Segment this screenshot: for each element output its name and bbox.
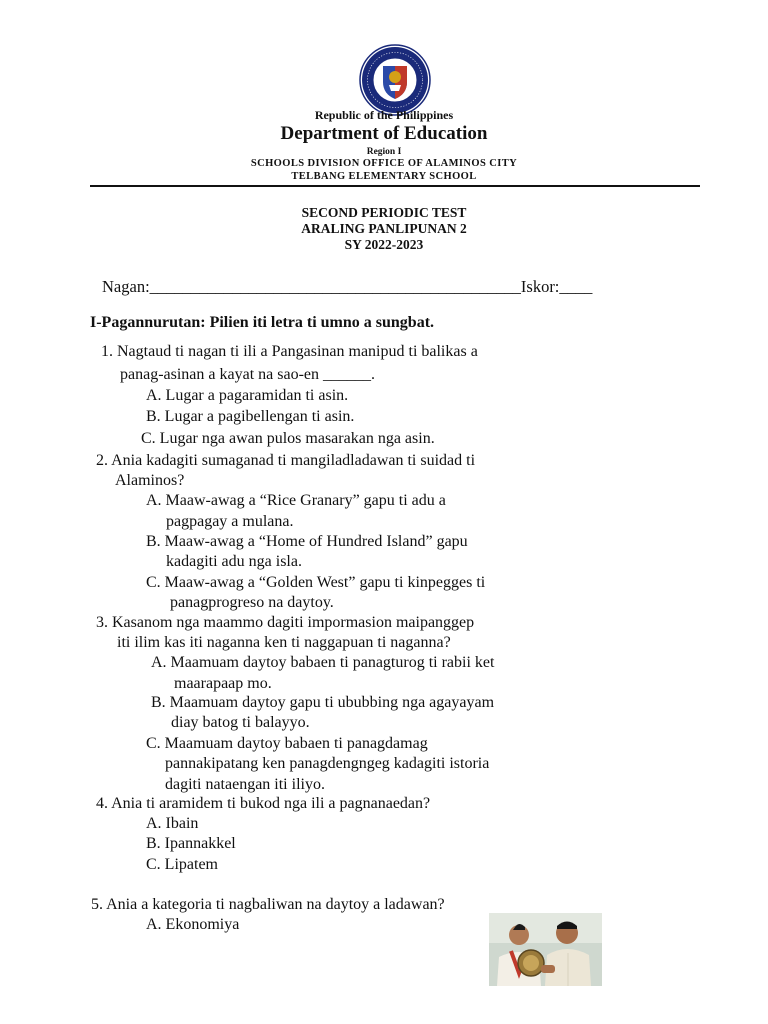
test-title-line1: SECOND PERIODIC TEST [301,205,467,220]
question-1-choice-c[interactable]: C. Lugar nga awan pulos masarakan nga asin. [141,430,435,447]
question-3-line-2: iti ilim kas iti naganna ken ti naggapuan ti naganna? [117,634,451,651]
question-3-choice-b[interactable]: B. Maamuam daytoy gapu ti ububbing nga agayayam [151,694,495,711]
region-heading: Region I [366,147,402,157]
question-1-choice-b[interactable]: B. Lugar a pagibellengan ti asin. [146,408,355,425]
deped-seal-icon [359,44,431,116]
question-4-choice-c[interactable]: C. Lipatem [146,856,218,873]
instructions: I-Pagannurutan: Pilien iti letra ti umno a sungbat. [90,314,435,331]
question-2-choice-c-cont: panagprogreso na daytoy. [170,594,334,611]
question-4-choice-a[interactable]: A. Ibain [146,815,199,832]
question-2-choice-b[interactable]: B. Maaw-awag a “Home of Hundred Island” gapu [146,533,468,550]
question-3-choice-a[interactable]: A. Maamuam daytoy babaen ti panagturog ti rabii ket [151,654,495,671]
question-1-line-1: 1. Nagtaud ti nagan ti ili a Pangasinan manipud ti balikas a [101,343,478,360]
republic-heading: Republic of the Philippines [314,108,454,122]
question-5-choice-a[interactable]: A. Ekonomiya [146,916,240,933]
division-heading: SCHOOLS DIVISION OFFICE OF ALAMINOS CITY [250,158,518,169]
question-1-line-2: panag-asinan a kayat na sao-en ______. [120,366,376,383]
question-2-choice-c[interactable]: C. Maaw-awag a “Golden West” gapu ti kinpegges ti [146,574,486,591]
question-2-choice-a[interactable]: A. Maaw-awag a “Rice Granary” gapu ti adu a [146,492,446,509]
question-1-choice-a[interactable]: A. Lugar a pagaramidan ti asin. [146,387,349,404]
test-title-line2: ARALING PANLIPUNAN 2 [301,221,467,236]
question-3-choice-a-cont: maarapaap mo. [174,675,272,692]
question-3-choice-c-cont-1: pannakipatang ken panagdengngeg kadagiti istoria [165,755,490,772]
question-3-choice-c-cont-2: dagiti nataengan iti iliyo. [165,776,325,793]
question-3-choice-c[interactable]: C. Maamuam daytoy babaen ti panagdamag [146,735,428,752]
department-heading: Department of Education [280,123,488,144]
question-2-line-1: 2. Ania kadagiti sumaganad ti mangiladladawan ti suidad ti [96,452,476,469]
question-5-photo [489,913,602,986]
name-score-line[interactable]: Nagan:_____________________________________________Iskor:____ [102,277,593,296]
test-title-line3: SY 2022-2023 [344,237,424,252]
question-2-choice-b-cont: kadagiti adu nga isla. [166,553,302,570]
question-4-line-1: 4. Ania ti aramidem ti bukod nga ili a pagnanaedan? [96,795,431,812]
question-3-choice-b-cont: diay batog ti balayyo. [171,714,310,731]
question-5-line-1: 5. Ania a kategoria ti nagbaliwan na daytoy a ladawan? [91,896,445,913]
question-4-choice-b[interactable]: B. Ipannakkel [146,835,236,852]
question-2-line-2: Alaminos? [115,472,185,489]
school-heading: TELBANG ELEMENTARY SCHOOL [291,171,477,182]
question-3-line-1: 3. Kasanom nga maammo dagiti impormasion maipanggep [96,614,475,631]
header-divider [90,185,700,187]
question-2-choice-a-cont: pagpagay a mulana. [166,513,294,530]
